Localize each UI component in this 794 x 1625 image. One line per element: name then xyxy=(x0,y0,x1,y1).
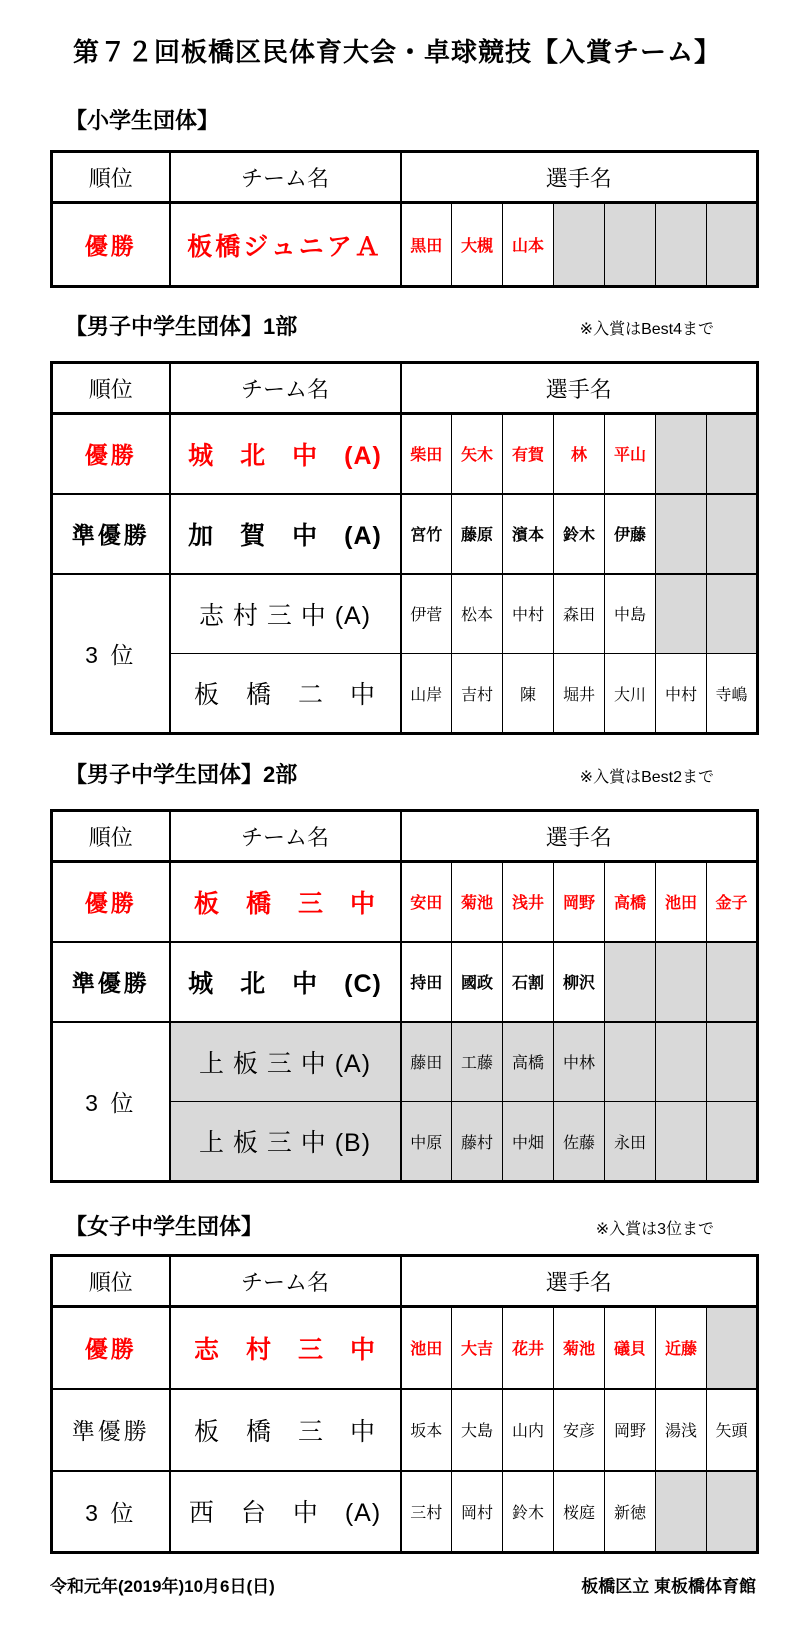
player-cell: 有賀 xyxy=(503,414,554,494)
player-cell: 石割 xyxy=(503,942,554,1022)
player-cell: 大川 xyxy=(605,654,656,734)
empty-cell xyxy=(707,203,758,287)
player-cell: 池田 xyxy=(656,862,707,942)
empty-cell xyxy=(605,203,656,287)
column-header-team: チーム名 xyxy=(170,811,401,862)
player-cell: 吉村 xyxy=(452,654,503,734)
player-cell: 堀井 xyxy=(554,654,605,734)
empty-cell xyxy=(656,414,707,494)
player-cell: 濱本 xyxy=(503,494,554,574)
section-elementary xyxy=(50,107,756,288)
player-cell: 花井 xyxy=(503,1307,554,1389)
player-cell: 持田 xyxy=(401,942,452,1022)
empty-cell xyxy=(554,203,605,287)
player-cell: 黒田 xyxy=(401,203,452,287)
section-boys-div2 xyxy=(50,761,756,1183)
team-cell: 志 村 三 中 xyxy=(170,1307,401,1389)
player-cell: 鈴木 xyxy=(503,1471,554,1553)
player-cell: 伊藤 xyxy=(605,494,656,574)
rank-cell: 優勝 xyxy=(52,1307,170,1389)
player-cell: 伊菅 xyxy=(401,574,452,654)
player-cell: 中畑 xyxy=(503,1102,554,1182)
section-title: 【女子中学生団体】 xyxy=(65,1214,264,1239)
empty-cell xyxy=(656,203,707,287)
results-table xyxy=(50,361,759,735)
player-cell: 坂本 xyxy=(401,1389,452,1471)
player-cell: 高橋 xyxy=(503,1022,554,1102)
section-note: ※入賞はBest4まで xyxy=(579,321,714,338)
column-header-players: 選手名 xyxy=(401,363,758,414)
table-row xyxy=(52,942,758,1022)
section-note: ※入賞は3位まで xyxy=(595,1221,714,1238)
player-cell: 菊池 xyxy=(554,1307,605,1389)
rank-cell: 3 位 xyxy=(52,1022,170,1182)
empty-cell xyxy=(656,574,707,654)
player-cell: 岡野 xyxy=(605,1389,656,1471)
team-cell: 加 賀 中 (A) xyxy=(170,494,401,574)
empty-cell xyxy=(707,414,758,494)
section-boys-div1 xyxy=(50,313,756,735)
team-cell: 上 板 三 中 (B) xyxy=(170,1102,401,1182)
player-cell: 近藤 xyxy=(656,1307,707,1389)
team-cell: 志 村 三 中 (A) xyxy=(170,574,401,654)
section-girls xyxy=(50,1213,756,1554)
player-cell: 平山 xyxy=(605,414,656,494)
player-cell: 中村 xyxy=(656,654,707,734)
column-header-players: 選手名 xyxy=(401,1256,758,1307)
player-cell: 菊池 xyxy=(452,862,503,942)
player-cell: 矢木 xyxy=(452,414,503,494)
player-cell: 中林 xyxy=(554,1022,605,1102)
header-row xyxy=(52,152,758,203)
footer-venue: 板橋区立 東板橋体育館 xyxy=(581,1577,756,1596)
player-cell: 松本 xyxy=(452,574,503,654)
player-cell: 三村 xyxy=(401,1471,452,1553)
page-title: 第７２回板橋区民体育大会・卓球競技【入賞チーム】 xyxy=(72,37,721,67)
player-cell: 山岸 xyxy=(401,654,452,734)
rank-cell: 3 位 xyxy=(52,574,170,734)
column-header-rank: 順位 xyxy=(52,152,170,203)
empty-cell xyxy=(656,1022,707,1102)
column-header-rank: 順位 xyxy=(52,1256,170,1307)
player-cell: 岡村 xyxy=(452,1471,503,1553)
column-header-rank: 順位 xyxy=(52,363,170,414)
section-title: 【男子中学生団体】2部 xyxy=(65,762,298,787)
player-cell: 山本 xyxy=(503,203,554,287)
rank-cell: 3 位 xyxy=(52,1471,170,1553)
player-cell: 金子 xyxy=(707,862,758,942)
player-cell: 鈴木 xyxy=(554,494,605,574)
table-row xyxy=(52,1471,758,1553)
empty-cell xyxy=(707,1022,758,1102)
team-cell: 上 板 三 中 (A) xyxy=(170,1022,401,1102)
player-cell: 湯浅 xyxy=(656,1389,707,1471)
table-row xyxy=(52,574,758,654)
table-row xyxy=(52,203,758,287)
player-cell: 岡野 xyxy=(554,862,605,942)
table-row xyxy=(52,414,758,494)
player-cell: 中島 xyxy=(605,574,656,654)
rank-cell: 優勝 xyxy=(52,203,170,287)
empty-cell xyxy=(656,494,707,574)
column-header-team: チーム名 xyxy=(170,152,401,203)
player-cell: 藤原 xyxy=(452,494,503,574)
header-row xyxy=(52,1256,758,1307)
section-title: 【小学生団体】 xyxy=(65,108,220,133)
player-cell: 新徳 xyxy=(605,1471,656,1553)
table-row xyxy=(52,862,758,942)
player-cell: 高橋 xyxy=(605,862,656,942)
team-cell: 西 台 中 (A) xyxy=(170,1471,401,1553)
team-cell: 板 橋 三 中 xyxy=(170,1389,401,1471)
results-table xyxy=(50,1254,759,1554)
rank-cell: 優勝 xyxy=(52,414,170,494)
empty-cell xyxy=(656,942,707,1022)
team-cell: 城 北 中 (A) xyxy=(170,414,401,494)
player-cell: 桜庭 xyxy=(554,1471,605,1553)
player-cell: 佐藤 xyxy=(554,1102,605,1182)
player-cell: 藤村 xyxy=(452,1102,503,1182)
column-header-team: チーム名 xyxy=(170,363,401,414)
table-row xyxy=(52,1307,758,1389)
header-row xyxy=(52,363,758,414)
rank-cell: 優勝 xyxy=(52,862,170,942)
player-cell: 寺嶋 xyxy=(707,654,758,734)
empty-cell xyxy=(707,1471,758,1553)
player-cell: 藤田 xyxy=(401,1022,452,1102)
section-note: ※入賞はBest2まで xyxy=(579,769,714,786)
column-header-players: 選手名 xyxy=(401,152,758,203)
rank-cell: 準優勝 xyxy=(52,494,170,574)
player-cell: 矢頭 xyxy=(707,1389,758,1471)
empty-cell xyxy=(605,1022,656,1102)
empty-cell xyxy=(656,1102,707,1182)
column-header-rank: 順位 xyxy=(52,811,170,862)
empty-cell xyxy=(656,1471,707,1553)
player-cell: 陳 xyxy=(503,654,554,734)
empty-cell xyxy=(707,1102,758,1182)
table-row xyxy=(52,1389,758,1471)
empty-cell xyxy=(707,942,758,1022)
player-cell: 森田 xyxy=(554,574,605,654)
player-cell: 礒貝 xyxy=(605,1307,656,1389)
rank-cell: 準優勝 xyxy=(52,1389,170,1471)
player-cell: 浅井 xyxy=(503,862,554,942)
team-cell: 板橋ジュニアＡ xyxy=(170,203,401,287)
player-cell: 柴田 xyxy=(401,414,452,494)
player-cell: 永田 xyxy=(605,1102,656,1182)
player-cell: 工藤 xyxy=(452,1022,503,1102)
column-header-players: 選手名 xyxy=(401,811,758,862)
player-cell: 中村 xyxy=(503,574,554,654)
rank-cell: 準優勝 xyxy=(52,942,170,1022)
header-row xyxy=(52,811,758,862)
empty-cell xyxy=(707,574,758,654)
empty-cell xyxy=(707,1307,758,1389)
empty-cell xyxy=(707,494,758,574)
player-cell: 中原 xyxy=(401,1102,452,1182)
player-cell: 安彦 xyxy=(554,1389,605,1471)
table-row xyxy=(52,1022,758,1102)
player-cell: 大吉 xyxy=(452,1307,503,1389)
results-table xyxy=(50,150,759,288)
footer-date: 令和元年(2019年)10月6日(日) xyxy=(50,1577,275,1596)
empty-cell xyxy=(605,942,656,1022)
player-cell: 池田 xyxy=(401,1307,452,1389)
player-cell: 宮竹 xyxy=(401,494,452,574)
team-cell: 板 橋 二 中 xyxy=(170,654,401,734)
player-cell: 安田 xyxy=(401,862,452,942)
team-cell: 城 北 中 (C) xyxy=(170,942,401,1022)
results-table xyxy=(50,809,759,1183)
player-cell: 柳沢 xyxy=(554,942,605,1022)
team-cell: 板 橋 三 中 xyxy=(170,862,401,942)
column-header-team: チーム名 xyxy=(170,1256,401,1307)
player-cell: 林 xyxy=(554,414,605,494)
table-row xyxy=(52,494,758,574)
player-cell: 山内 xyxy=(503,1389,554,1471)
section-title: 【男子中学生団体】1部 xyxy=(65,314,298,339)
player-cell: 大島 xyxy=(452,1389,503,1471)
player-cell: 國政 xyxy=(452,942,503,1022)
player-cell: 大槻 xyxy=(452,203,503,287)
footer xyxy=(50,1572,756,1597)
